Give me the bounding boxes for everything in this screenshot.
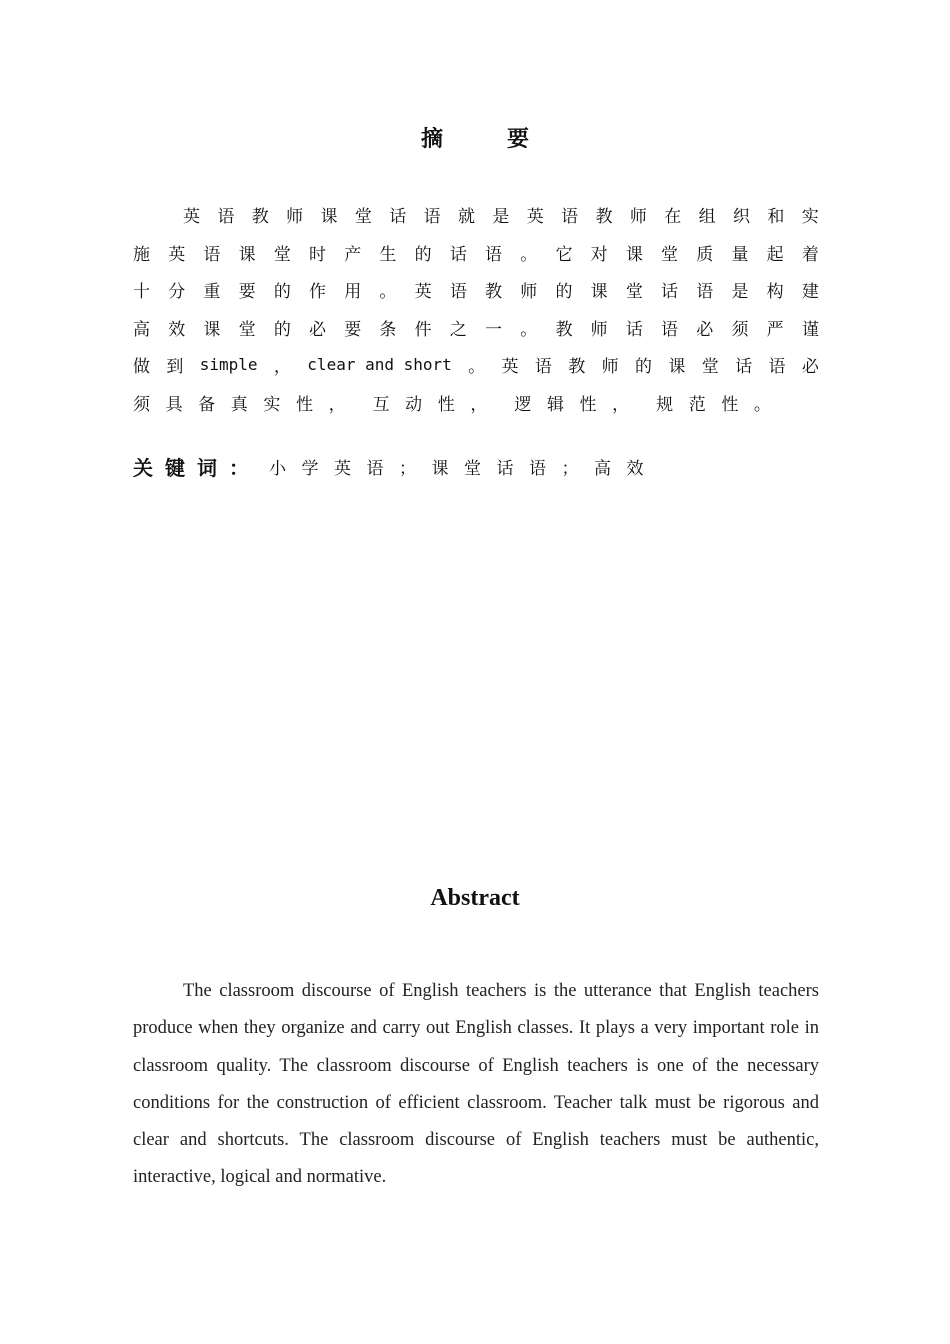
text-token: 。 bbox=[520, 244, 538, 265]
text-token: 范 bbox=[688, 394, 706, 415]
text-token: 堂 bbox=[273, 244, 291, 265]
text-token: 必 bbox=[696, 319, 714, 340]
text-token: 是 bbox=[492, 207, 510, 228]
text-token: 师 bbox=[286, 207, 304, 228]
text-token: 课 bbox=[238, 244, 256, 265]
text-token: 语 bbox=[423, 207, 441, 228]
text-token: 高 bbox=[133, 319, 150, 340]
text-token: 效 bbox=[168, 319, 186, 340]
text-token: 是 bbox=[731, 282, 749, 303]
text-token: 做 bbox=[133, 357, 150, 378]
text-token: 师 bbox=[520, 282, 538, 303]
text-token: 要 bbox=[344, 319, 362, 340]
text-token: 语 bbox=[485, 244, 503, 265]
text-token: 生 bbox=[379, 244, 397, 265]
text-token: 严 bbox=[766, 319, 784, 340]
text-token: ， bbox=[328, 394, 346, 415]
text-token: 须 bbox=[133, 394, 150, 415]
text-token: 量 bbox=[731, 244, 749, 265]
text-token: simple bbox=[199, 355, 258, 375]
keywords-line bbox=[133, 452, 659, 481]
text-token: 。 bbox=[468, 357, 486, 378]
text-token: 分 bbox=[168, 282, 186, 303]
text-token: 话 bbox=[735, 357, 753, 378]
text-token: 作 bbox=[309, 282, 327, 303]
text-token: 之 bbox=[449, 319, 467, 340]
text-token: 。 bbox=[520, 319, 538, 340]
text-token: 一 bbox=[485, 319, 503, 340]
text-token: 教 bbox=[555, 319, 573, 340]
text-token: 的 bbox=[635, 357, 653, 378]
chinese-abstract-line bbox=[133, 271, 819, 309]
text-token: 时 bbox=[309, 244, 327, 265]
text-token: 语 bbox=[561, 207, 579, 228]
text-token: 组 bbox=[698, 207, 716, 228]
text-token: 教 bbox=[595, 207, 613, 228]
text-token: 性 bbox=[437, 394, 455, 415]
text-token: 就 bbox=[458, 207, 475, 228]
text-token: 师 bbox=[629, 207, 647, 228]
text-token: ， bbox=[273, 357, 291, 378]
text-token: 语 bbox=[203, 244, 221, 265]
text-token: 教 bbox=[251, 207, 269, 228]
text-token: 具 bbox=[165, 394, 183, 415]
text-token: 互 bbox=[372, 394, 390, 415]
title-char-2: 要 bbox=[507, 126, 530, 152]
text-token: 辑 bbox=[546, 394, 564, 415]
text-token: 课 bbox=[625, 244, 643, 265]
text-token: 的 bbox=[273, 319, 291, 340]
text-token: 施 bbox=[133, 244, 150, 265]
text-token: ， bbox=[470, 394, 488, 415]
text-token: 用 bbox=[344, 282, 362, 303]
text-token: 和 bbox=[767, 207, 785, 228]
text-token: 备 bbox=[198, 394, 216, 415]
text-token: 语 bbox=[449, 282, 467, 303]
text-token: 动 bbox=[405, 394, 423, 415]
text-token: 逻 bbox=[514, 394, 532, 415]
text-token: 课 bbox=[590, 282, 608, 303]
text-token: 语 bbox=[696, 282, 714, 303]
text-token: 在 bbox=[664, 207, 682, 228]
text-token: 话 bbox=[625, 319, 643, 340]
english-abstract-body: The classroom discourse of English teachers is the utterance that English teachers produce when they organize and carry out English classes. It plays a very important role in classroom quality. The classroom discourse of English teachers is one of the necessary conditions for the construction of efficient classroom. Teacher talk must be rigorous and clear and shortcuts. The classroom discourse of English teachers must be authentic, interactive, logical and normative. bbox=[133, 981, 819, 1188]
text-token: 实 bbox=[263, 394, 281, 415]
chinese-abstract-line bbox=[133, 346, 819, 384]
text-token: 规 bbox=[656, 394, 674, 415]
text-token: clear and short bbox=[307, 355, 452, 375]
text-token: 的 bbox=[555, 282, 573, 303]
text-token: 教 bbox=[485, 282, 503, 303]
text-token: 。 bbox=[379, 282, 397, 303]
text-token: 堂 bbox=[701, 357, 719, 378]
text-token: 的 bbox=[273, 282, 291, 303]
text-token: 语 bbox=[217, 207, 235, 228]
text-token: 条 bbox=[379, 319, 397, 340]
chinese-abstract-line bbox=[133, 384, 819, 422]
text-token: 性 bbox=[579, 394, 597, 415]
title-char-1: 摘 bbox=[420, 126, 443, 152]
text-token: 实 bbox=[801, 207, 819, 228]
text-token: 师 bbox=[590, 319, 608, 340]
english-abstract-title: Abstract bbox=[430, 885, 520, 911]
text-token: 建 bbox=[801, 282, 819, 303]
text-token: 堂 bbox=[354, 207, 372, 228]
text-token: 英 bbox=[414, 282, 432, 303]
text-token: 它 bbox=[555, 244, 573, 265]
text-token: 话 bbox=[389, 207, 407, 228]
text-token: 师 bbox=[601, 357, 619, 378]
text-token: 课 bbox=[668, 357, 686, 378]
text-token: 着 bbox=[801, 244, 819, 265]
text-token: 英 bbox=[526, 207, 544, 228]
text-token: 须 bbox=[731, 319, 749, 340]
text-token: 堂 bbox=[238, 319, 256, 340]
text-token: 织 bbox=[733, 207, 750, 228]
text-token: 对 bbox=[590, 244, 608, 265]
text-token: 真 bbox=[230, 394, 248, 415]
text-token: 件 bbox=[414, 319, 432, 340]
text-token: 产 bbox=[344, 244, 362, 265]
text-token: 教 bbox=[568, 357, 586, 378]
keywords-label: 关键词： bbox=[133, 456, 261, 480]
text-token: 课 bbox=[320, 207, 338, 228]
keywords-text: 小学英语；课堂话语；高效 bbox=[269, 459, 659, 479]
text-token: 。 bbox=[753, 394, 771, 415]
text-token: 话 bbox=[449, 244, 467, 265]
text-token: 必 bbox=[309, 319, 327, 340]
text-token: 十 bbox=[133, 282, 150, 303]
text-token: 的 bbox=[414, 244, 432, 265]
text-token: ， bbox=[612, 394, 630, 415]
text-token: 英 bbox=[501, 357, 519, 378]
text-token: 要 bbox=[238, 282, 256, 303]
text-token: 构 bbox=[766, 282, 784, 303]
text-token: 堂 bbox=[661, 244, 679, 265]
text-token: 到 bbox=[166, 357, 184, 378]
text-token: 谨 bbox=[801, 319, 819, 340]
text-token: 课 bbox=[203, 319, 221, 340]
text-token: 话 bbox=[661, 282, 679, 303]
text-token: 堂 bbox=[625, 282, 643, 303]
text-token: 必 bbox=[801, 357, 819, 378]
text-token: 重 bbox=[203, 282, 221, 303]
chinese-abstract-line bbox=[133, 309, 819, 347]
chinese-abstract-body bbox=[133, 196, 819, 421]
text-token: 英 bbox=[183, 207, 200, 228]
chinese-abstract-line bbox=[133, 234, 819, 272]
text-token: 语 bbox=[661, 319, 679, 340]
chinese-abstract-title bbox=[0, 122, 950, 153]
text-token: 英 bbox=[168, 244, 186, 265]
text-token: 语 bbox=[534, 357, 552, 378]
text-token: 性 bbox=[295, 394, 313, 415]
chinese-abstract-line bbox=[133, 196, 819, 234]
text-token: 性 bbox=[721, 394, 739, 415]
text-token: 语 bbox=[768, 357, 786, 378]
text-token: 质 bbox=[696, 244, 714, 265]
text-token: 起 bbox=[766, 244, 784, 265]
